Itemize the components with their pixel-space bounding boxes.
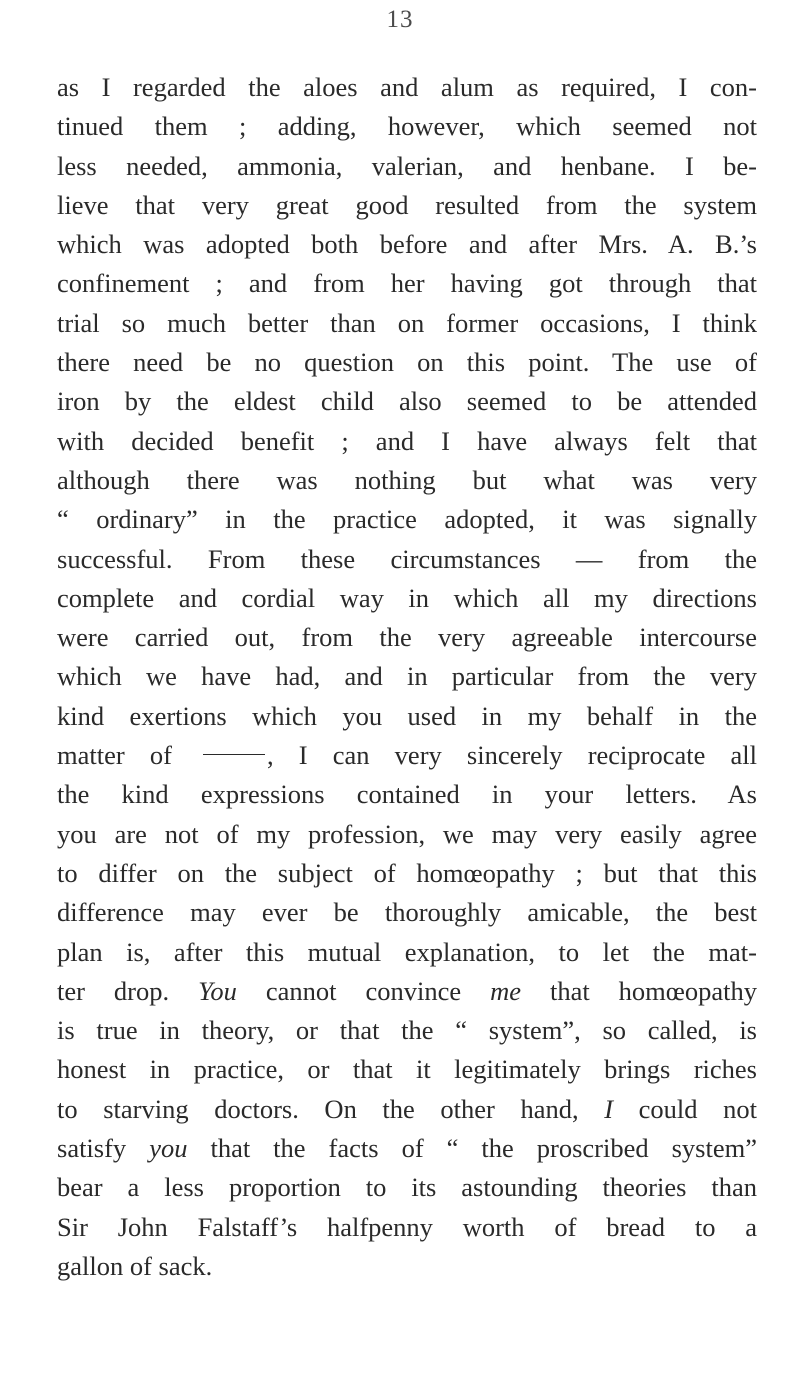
text-line: the kind expressions contained in your letters. As bbox=[57, 779, 757, 810]
text-line: with decided benefit ; and I have always felt that bbox=[57, 425, 757, 456]
blank-dash bbox=[203, 754, 265, 755]
emphasis-you: You bbox=[198, 975, 237, 1006]
text-line: were carried out, from the very agreeable intercourse bbox=[57, 622, 757, 653]
text-line: successful. From these circumstances — from the bbox=[57, 543, 757, 574]
text-line-with-emphasis bbox=[57, 1129, 757, 1168]
text-line: there need be no question on this point. The use of bbox=[57, 347, 757, 378]
line-fragment: matter of bbox=[57, 740, 172, 771]
text-line: less needed, ammonia, valerian, and henbane. I be- bbox=[57, 150, 757, 181]
line-fragment: ter drop. bbox=[57, 975, 170, 1006]
emphasis-i: I bbox=[604, 1093, 614, 1124]
text-line: which we have had, and in particular from the very bbox=[57, 661, 757, 692]
body-text bbox=[57, 68, 757, 1286]
line-fragment: cannot convince bbox=[265, 975, 462, 1006]
text-line: difference may ever be thoroughly amicable, the best bbox=[57, 897, 757, 928]
text-line: although there was nothing but what was very bbox=[57, 464, 757, 495]
line-fragment: to starving doctors. On the other hand, bbox=[57, 1093, 579, 1124]
emphasis-me: me bbox=[490, 975, 521, 1006]
text-line: gallon of sack. bbox=[57, 1250, 213, 1281]
text-line: you are not of my profession, we may very easily agree bbox=[57, 818, 757, 849]
text-line: complete and cordial way in which all my directions bbox=[57, 582, 757, 613]
line-fragment: that the facts of “ the proscribed system” bbox=[210, 1133, 757, 1164]
text-line: Sir John Falstaff’s halfpenny worth of bread to a bbox=[57, 1211, 757, 1242]
text-line: tinued them ; adding, however, which seemed not bbox=[57, 111, 757, 142]
text-line: to differ on the subject of homœopathy ; but that this bbox=[57, 857, 757, 888]
text-line: trial so much better than on former occasions, I think bbox=[57, 307, 757, 338]
line-fragment: satisfy bbox=[57, 1133, 127, 1164]
page-number: 13 bbox=[386, 6, 414, 33]
text-line-with-emphasis bbox=[57, 972, 757, 1011]
text-line-with-blank bbox=[57, 736, 757, 775]
line-fragment: that homœopathy bbox=[549, 975, 758, 1006]
line-fragment: could not bbox=[638, 1093, 757, 1124]
text-line: confinement ; and from her having got through that bbox=[57, 268, 757, 299]
text-line: is true in theory, or that the “ system”, so called, is bbox=[57, 1015, 757, 1046]
text-line: as I regarded the aloes and alum as required, I con- bbox=[57, 72, 757, 102]
emphasis-you: you bbox=[149, 1133, 188, 1164]
text-line: honest in practice, or that it legitimately brings riches bbox=[57, 1054, 757, 1085]
text-line: iron by the eldest child also seemed to be attended bbox=[57, 386, 757, 417]
text-line: kind exertions which you used in my behalf in the bbox=[57, 700, 757, 731]
text-line-with-emphasis bbox=[57, 1090, 757, 1129]
text-line: plan is, after this mutual explanation, to let the mat- bbox=[57, 936, 757, 967]
text-line: “ ordinary” in the practice adopted, it was signally bbox=[57, 504, 757, 535]
line-fragment: , I can very sincerely reciprocate all bbox=[267, 740, 757, 771]
text-line: which was adopted both before and after Mrs. A. B.’s bbox=[57, 229, 757, 260]
text-line: lieve that very great good resulted from the system bbox=[57, 189, 757, 220]
text-line: bear a less proportion to its astounding theories than bbox=[57, 1172, 757, 1203]
